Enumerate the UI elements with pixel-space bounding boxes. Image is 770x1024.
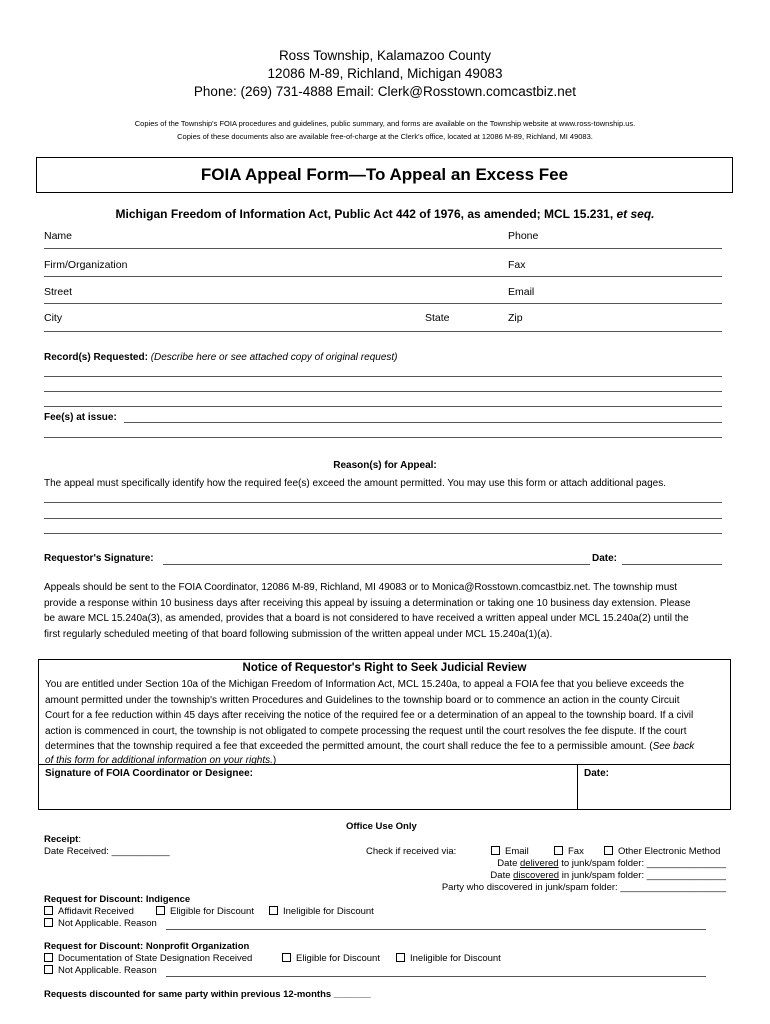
discovered-word: discovered <box>513 870 560 881</box>
records-line-3[interactable] <box>44 406 722 407</box>
receipt-word: Receipt <box>44 834 79 845</box>
notice-line-2: amount permitted under the township's written Procedures and Guidelines to the township board or to commence an action in the county Circuit <box>45 694 680 706</box>
not-applicable-checkbox-2[interactable] <box>44 965 53 974</box>
copies-note-1: Copies of the Township's FOIA procedures and guidelines, public summary, and forms are available on the Township website at www.ross-township.us. <box>134 119 636 128</box>
option-other[interactable] <box>604 846 720 857</box>
option-fax[interactable] <box>554 846 584 857</box>
ineligible-option-2[interactable] <box>396 953 501 964</box>
coordinator-date-label: Date: <box>584 768 610 779</box>
reasons-text: The appeal must specifically identify how the required fee(s) exceed the amount permitted. You may use this form or attach additional pages. <box>44 478 667 489</box>
not-applicable-reason-line-2[interactable] <box>166 976 706 977</box>
documentation-checkbox[interactable] <box>44 953 53 962</box>
notice-line-3: Court for a fee reduction within 45 days after receiving the notice of the required fee or a determination of an appeal to the township board. If a civil <box>45 710 694 721</box>
records-line-1[interactable] <box>44 376 722 377</box>
fees-line[interactable] <box>124 422 722 423</box>
divider <box>44 276 722 277</box>
form-title: FOIA Appeal Form—To Appeal an Excess Fee <box>200 165 569 184</box>
township-name: Ross Township, Kalamazoo County <box>278 48 492 63</box>
eligible-option-2[interactable] <box>282 953 380 964</box>
discovered-pre: Date <box>490 870 514 881</box>
office-use-heading: Office Use Only <box>346 821 417 832</box>
township-address: 12086 M-89, Richland, Michigan 49083 <box>267 66 503 81</box>
ineligible-checkbox-2[interactable] <box>396 953 405 962</box>
ineligible-checkbox[interactable] <box>269 906 278 915</box>
fax-option-label: Fax <box>568 846 584 857</box>
date-divider <box>577 764 578 810</box>
divider <box>44 331 722 332</box>
eligible-checkbox[interactable] <box>156 906 165 915</box>
coordinator-signature-area[interactable] <box>45 780 573 808</box>
delivered-pre: Date <box>497 858 520 869</box>
affidavit-checkbox[interactable] <box>44 906 53 915</box>
nonprofit-heading: Request for Discount: Nonprofit Organization <box>44 941 250 952</box>
appeal-line-2: provide a response within 10 business days after receiving this appeal by issuing a determination or taking one 10 business day extension. Please <box>44 597 691 609</box>
date-discovered-junk <box>490 870 726 881</box>
receipt-label <box>44 834 81 845</box>
divider <box>44 303 722 304</box>
notice-line-6-italic: of this form for additional information on your rights. <box>45 755 273 766</box>
judicial-review-notice <box>38 659 731 810</box>
delivered-post: to junk/spam folder: _______________ <box>558 858 726 869</box>
requestor-signature-label: Requestor's Signature: <box>44 553 154 564</box>
not-applicable-label-2: Not Applicable. Reason <box>58 965 157 976</box>
ineligible-label-2: Ineligible for Discount <box>410 953 501 964</box>
copies-note-2: Copies of these documents also are available free-of-charge at the Clerk's office, located at 12086 M-89, Richland, MI 49083. <box>177 132 593 141</box>
records-line-2[interactable] <box>44 391 722 392</box>
party-discovered: Party who discovered in junk/spam folder: ____________________ <box>441 882 726 893</box>
email-option-label: Email <box>505 846 529 857</box>
reasons-line-1[interactable] <box>44 502 722 503</box>
signature-date-line[interactable] <box>622 564 722 565</box>
zip-field[interactable]: Zip <box>508 312 523 324</box>
notice-line-5-text: determines that the township required a fee that exceeded the permitted amount, the court shall reduce the fee to a permissible amount. ( <box>45 741 653 752</box>
records-label: Record(s) Requested: <box>44 352 148 363</box>
notice-line-5-italic: See back <box>652 741 695 752</box>
fax-field[interactable]: Fax <box>508 259 526 271</box>
city-field[interactable]: City <box>44 312 63 324</box>
not-applicable-checkbox[interactable] <box>44 918 53 927</box>
reasons-line-3[interactable] <box>44 533 722 534</box>
date-delivered-junk <box>497 858 726 869</box>
coordinator-date-area[interactable] <box>584 780 724 808</box>
check-received-via: Check if received via: <box>366 846 457 857</box>
title-box <box>36 157 733 193</box>
documentation-label: Documentation of State Designation Received <box>58 953 253 964</box>
fax-checkbox[interactable] <box>554 846 563 855</box>
firm-field[interactable]: Firm/Organization <box>44 259 128 271</box>
name-field[interactable]: Name <box>44 230 73 242</box>
requestor-signature-line[interactable] <box>163 564 590 565</box>
delivered-word: delivered <box>520 858 559 869</box>
notice-line-1: You are entitled under Section 10a of the Michigan Freedom of Information Act, MCL 15.240a, to appeal a FOIA fee that you believe exceeds the <box>45 679 685 690</box>
other-checkbox[interactable] <box>604 846 613 855</box>
divider <box>44 248 722 249</box>
records-hint: (Describe here or see attached copy of original request) <box>150 352 398 363</box>
coordinator-signature-label: Signature of FOIA Coordinator or Designee: <box>45 768 253 779</box>
notice-line-4: action is commenced in court, the township is not obligated to compete processing the request until the court resolves the fee dispute. If the court <box>45 725 687 737</box>
appeal-line-3: be aware MCL 15.240a(3), as amended, provides that a board is not considered to have received a written appeal under MCL 15.240a(2) until the <box>44 613 689 624</box>
not-applicable-option-2[interactable] <box>44 965 157 976</box>
ineligible-label: Ineligible for Discount <box>283 906 374 917</box>
date-received: Date Received: ___________ <box>44 846 170 857</box>
eligible-option[interactable] <box>156 906 254 917</box>
affidavit-option[interactable] <box>44 906 134 917</box>
eligible-label: Eligible for Discount <box>170 906 254 917</box>
records-requested <box>44 350 397 366</box>
indigence-heading: Request for Discount: Indigence <box>44 894 191 905</box>
email-checkbox[interactable] <box>491 846 500 855</box>
documentation-option[interactable] <box>44 953 252 964</box>
notice-heading: Notice of Requestor's Right to Seek Judicial Review <box>242 662 527 674</box>
eligible-label-2: Eligible for Discount <box>296 953 380 964</box>
fees-line-2[interactable] <box>44 437 722 438</box>
township-contact: Phone: (269) 731-4888 Email: Clerk@Rosstown.comcastbiz.net <box>193 84 577 99</box>
state-field[interactable]: State <box>425 312 450 324</box>
notice-divider <box>39 764 730 765</box>
subtitle-italic: et seq. <box>616 207 655 221</box>
reasons-heading: Reason(s) for Appeal: <box>333 460 437 471</box>
option-email[interactable] <box>491 846 529 857</box>
street-field[interactable]: Street <box>44 286 73 298</box>
eligible-checkbox-2[interactable] <box>282 953 291 962</box>
signature-date-label: Date: <box>592 553 618 564</box>
email-field[interactable]: Email <box>508 286 535 298</box>
receipt-colon: : <box>78 834 81 845</box>
subtitle-text: Michigan Freedom of Information Act, Public Act 442 of 1976, as amended; MCL 15.231, <box>115 207 617 221</box>
other-option-label: Other Electronic Method <box>618 846 721 857</box>
fees-label: Fee(s) at issue: <box>44 412 117 423</box>
not-applicable-reason-line[interactable] <box>166 929 706 930</box>
phone-field[interactable]: Phone <box>508 230 539 242</box>
requests-discounted: Requests discounted for same party within previous 12-months _______ <box>44 989 371 1000</box>
not-applicable-label: Not Applicable. Reason <box>58 918 157 929</box>
ineligible-option[interactable] <box>269 906 374 917</box>
reasons-line-2[interactable] <box>44 518 722 519</box>
discovered-post: in junk/spam folder: _______________ <box>559 870 726 881</box>
not-applicable-option[interactable] <box>44 918 157 929</box>
notice-line-6-end: ) <box>272 755 277 766</box>
appeal-line-4: first regularly scheduled meeting of that board following submission of the written appeal under MCL 15.240a(1)(a). <box>44 628 553 640</box>
appeal-line-1: Appeals should be sent to the FOIA Coordinator, 12086 M-89, Richland, MI 49083 or to Monica@Rosstown.comcastbiz.net. The township must <box>44 582 678 593</box>
affidavit-label: Affidavit Received <box>58 906 134 917</box>
form-subtitle <box>0 207 770 221</box>
